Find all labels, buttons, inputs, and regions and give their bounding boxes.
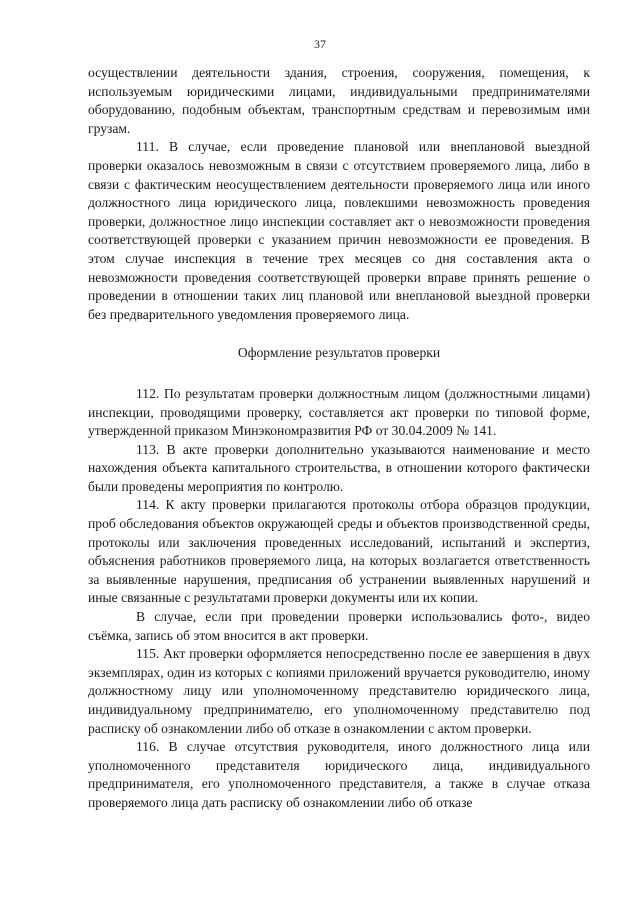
paragraph-photo-video: В случае, если при проведении проверки использовались фото-, видео съёмка, запись об этом вносится в акт проверки. [88, 609, 590, 643]
paragraph-115: 115. Акт проверки оформляется непосредственно после ее завершения в двух экземплярах, один из которых с копиями приложений вручается руководителю, иному должностному лицу или уполномоченному представителю юридического лица, индивидуальному предпринимателю, его уполномоченному представителю под расписку об ознакомлении либо об отказе в ознакомлении с актом проверки. [88, 646, 590, 736]
paragraph-continuation: осуществлении деятельности здания, строения, сооружения, помещения, к используемым юридическими лицами, индивидуальными предпринимателями оборудованию, подобным объектам, транспортным средствам и перевозимым ими грузам. [88, 65, 590, 136]
paragraph-114: 114. К акту проверки прилагаются протоколы отбора образцов продукции, проб обследования объектов окружающей среды и объектов производственной среды, протоколы или заключения проведенных исследований, испытаний и экспертиз, объяснения работников проверяемого лица, на которых возлагается ответственность за выявленные нарушения, предписания об устранении выявленных нарушений и иные связанные с результатами проверки документы или их копии. [88, 497, 590, 606]
paragraph-116: 116. В случае отсутствия руководителя, иного должностного лица или уполномоченного представителя юридического лица, индивидуального предпринимателя, его уполномоченного представителя, а также в случае отказа проверяемого лица дать расписку об ознакомлении либо об отказе [88, 739, 590, 810]
paragraph-111: 111. В случае, если проведение плановой или внеплановой выездной проверки оказалось невозможным в связи с отсутствием проверяемого лица, либо в связи с фактическим неосуществлением деятельности проверяемого лица или иного должностного лица юридического лица, повлекшими невозможность проведения проверки, должностное лицо инспекции составляет акт о невозможности проведения соответствующей проверки с указанием причин невозможности ее проведения. В этом случае инспекция в течение трех месяцев со дня составления акта о невозможности проведения соответствующей проверки вправе принять решение о проведении в отношении таких лиц плановой или внеплановой выездной проверки без предварительного уведомления проверяемого лица. [88, 139, 590, 322]
document-body [88, 64, 590, 813]
page-number: 37 [314, 37, 326, 51]
section-title: Оформление результатов проверки [237, 345, 441, 361]
paragraph-112: 112. По результатам проверки должностным лицом (должностными лицами) инспекции, проводящими проверку, составляется акт проверки по типовой форме, утвержденной приказом Минэкономразвития РФ от 30.04.2009 № 141. [88, 385, 590, 439]
paragraph-113: 113. В акте проверки дополнительно указываются наименование и место нахождения объекта капитального строительства, в отношении которого фактически были проведены мероприятия по контролю. [88, 441, 590, 494]
